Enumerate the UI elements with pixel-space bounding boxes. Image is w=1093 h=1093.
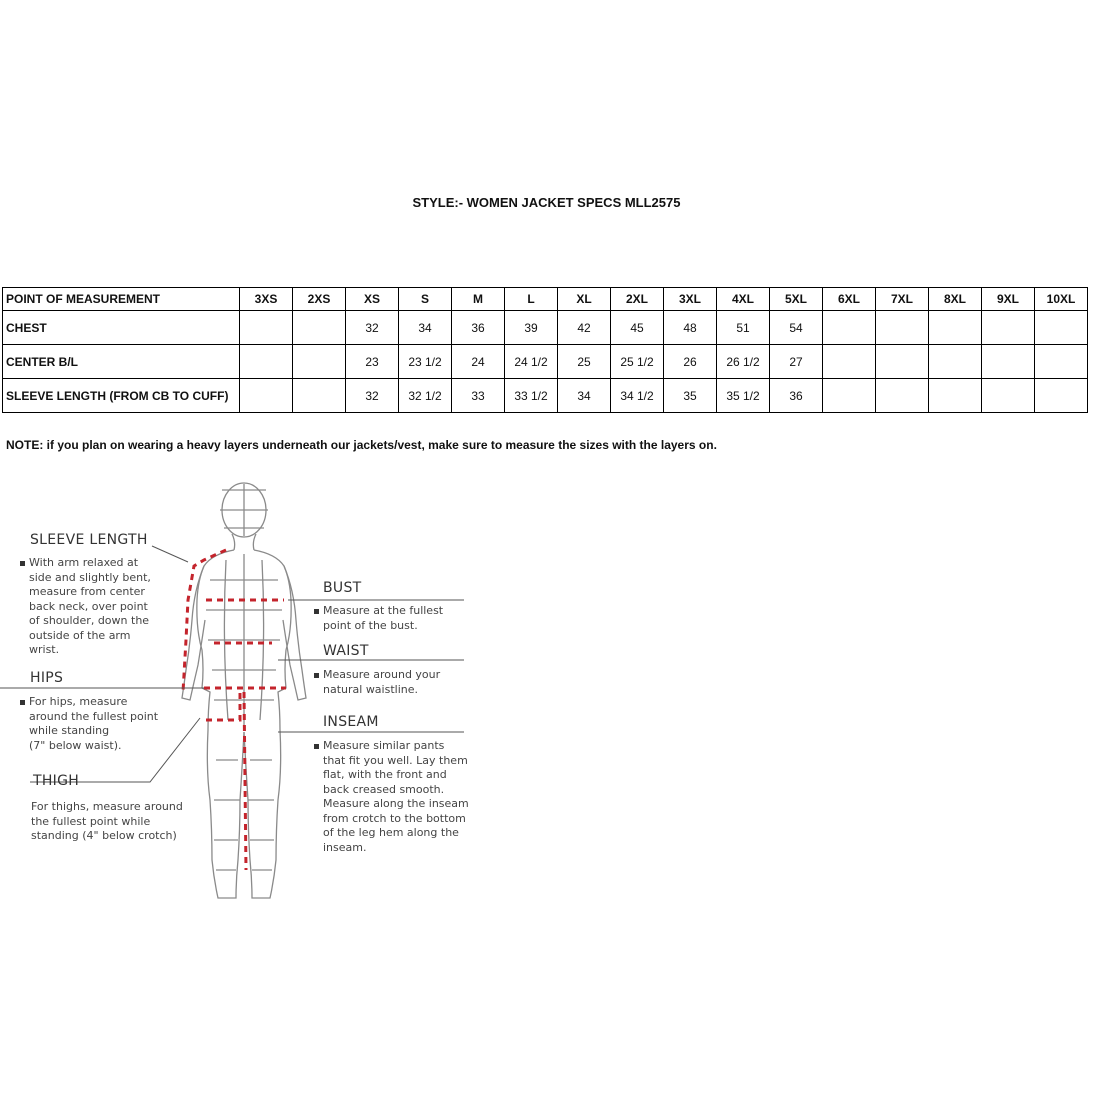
table-cell: 24 1/2	[505, 345, 558, 379]
sleeve-line-3: measure from center	[29, 585, 145, 598]
inseam-text	[314, 739, 484, 855]
table-header-row	[3, 288, 1088, 311]
table-cell: 32	[346, 379, 399, 413]
table-cell	[823, 345, 876, 379]
waist-line-2: natural waistline.	[323, 682, 418, 696]
size-header-cell: 3XS	[240, 288, 293, 311]
size-header-cell: S	[399, 288, 452, 311]
hips-line-2: around the fullest point	[29, 709, 159, 723]
waist-line-1: Measure around your	[323, 668, 441, 681]
size-spec-table	[2, 287, 1088, 413]
thigh-line-2: the fullest point while	[31, 814, 151, 828]
measurement-label: SLEEVE LENGTH (FROM CB TO CUFF)	[3, 379, 240, 413]
hips-title: HIPS	[30, 670, 64, 686]
sleeve-line-6: outside of the arm	[29, 628, 131, 642]
table-cell	[1035, 345, 1088, 379]
size-header-cell: 3XL	[664, 288, 717, 311]
inseam-line-1: Measure similar pants	[323, 739, 445, 752]
table-cell	[240, 345, 293, 379]
table-cell	[982, 311, 1035, 345]
thigh-text	[31, 800, 191, 844]
inseam-line-3: flat, with the front and	[323, 768, 447, 781]
sleeve-line-7: wrist.	[29, 643, 60, 656]
table-cell: 51	[717, 311, 770, 345]
bullet-icon	[314, 673, 319, 678]
sleeve-line-4: back neck, over point	[29, 599, 148, 613]
hips-line-4: (7" below waist).	[29, 738, 122, 752]
table-cell	[1035, 379, 1088, 413]
inseam-line-6: from crotch to the bottom	[323, 811, 466, 825]
table-cell: 34	[558, 379, 611, 413]
table-cell: 25	[558, 345, 611, 379]
table-cell	[293, 311, 346, 345]
thigh-title: THIGH	[33, 773, 80, 789]
table-cell	[929, 379, 982, 413]
table-cell	[823, 311, 876, 345]
header-point-of-measurement: POINT OF MEASUREMENT	[3, 288, 240, 311]
inseam-line-8: inseam.	[323, 840, 367, 854]
size-header-cell: 8XL	[929, 288, 982, 311]
table-cell: 34 1/2	[611, 379, 664, 413]
size-header-cell: L	[505, 288, 558, 311]
table-cell: 25 1/2	[611, 345, 664, 379]
table-cell: 23	[346, 345, 399, 379]
bust-title: BUST	[323, 580, 362, 596]
table-cell: 26 1/2	[717, 345, 770, 379]
table-cell	[929, 311, 982, 345]
size-header-cell: 4XL	[717, 288, 770, 311]
bullet-icon	[314, 744, 319, 749]
bullet-icon	[20, 700, 25, 705]
table-cell	[240, 379, 293, 413]
inseam-line-5: Measure along the inseam	[323, 797, 469, 810]
sleeve-line-1: With arm relaxed at	[29, 556, 139, 569]
bust-line-1: Measure at the fullest	[323, 604, 444, 617]
size-header-cell: 7XL	[876, 288, 929, 311]
waist-text	[314, 668, 474, 697]
bullet-icon	[20, 561, 25, 566]
table-cell	[293, 379, 346, 413]
table-cell: 27	[770, 345, 823, 379]
measurement-diagram	[0, 470, 520, 910]
waist-title: WAIST	[323, 643, 369, 659]
size-header-cell: 9XL	[982, 288, 1035, 311]
table-cell	[876, 379, 929, 413]
size-header-cell: 2XL	[611, 288, 664, 311]
table-cell	[293, 345, 346, 379]
size-header-cell: 10XL	[1035, 288, 1088, 311]
hips-line-3: while standing	[29, 724, 110, 737]
bust-line-2: point of the bust.	[323, 618, 418, 632]
inseam-line-2: that fit you well. Lay them	[323, 753, 468, 767]
table-cell: 23 1/2	[399, 345, 452, 379]
layers-note: NOTE: if you plan on wearing a heavy layers underneath our jackets/vest, make sure to measure the sizes with the layers on.	[6, 438, 717, 452]
table-cell: 48	[664, 311, 717, 345]
size-header-cell: XL	[558, 288, 611, 311]
table-cell	[876, 311, 929, 345]
size-header-cell: XS	[346, 288, 399, 311]
table-cell: 54	[770, 311, 823, 345]
table-row	[3, 379, 1088, 413]
table-cell: 35 1/2	[717, 379, 770, 413]
table-cell: 24	[452, 345, 505, 379]
size-header-cell: 6XL	[823, 288, 876, 311]
table-cell: 35	[664, 379, 717, 413]
thigh-line-3: standing (4" below crotch)	[31, 829, 177, 842]
table-cell	[240, 311, 293, 345]
bullet-icon	[314, 609, 319, 614]
inseam-title: INSEAM	[323, 714, 379, 730]
table-cell	[876, 345, 929, 379]
table-cell	[823, 379, 876, 413]
hips-line-1: For hips, measure	[29, 695, 128, 708]
table-row	[3, 345, 1088, 379]
table-cell: 45	[611, 311, 664, 345]
sleeve-length-title: SLEEVE LENGTH	[30, 532, 148, 548]
table-cell: 32	[346, 311, 399, 345]
table-cell: 32 1/2	[399, 379, 452, 413]
sleeve-line-2: side and slightly bent,	[29, 570, 151, 584]
inseam-measure-line	[244, 692, 246, 870]
table-cell	[982, 345, 1035, 379]
inseam-line-7: of the leg hem along the	[323, 826, 459, 839]
table-cell	[929, 345, 982, 379]
measurement-label: CHEST	[3, 311, 240, 345]
table-cell: 39	[505, 311, 558, 345]
thigh-measure-line	[206, 692, 240, 720]
sleeve-length-text	[20, 556, 170, 658]
inseam-line-4: back creased smooth.	[323, 782, 445, 796]
size-header-cell: 5XL	[770, 288, 823, 311]
table-cell	[1035, 311, 1088, 345]
table-cell: 33 1/2	[505, 379, 558, 413]
table-cell: 36	[770, 379, 823, 413]
table-cell: 36	[452, 311, 505, 345]
size-header-cell: 2XS	[293, 288, 346, 311]
table-cell: 26	[664, 345, 717, 379]
table-cell: 34	[399, 311, 452, 345]
table-cell: 42	[558, 311, 611, 345]
table-cell: 33	[452, 379, 505, 413]
table-cell	[982, 379, 1035, 413]
sleeve-line-5: of shoulder, down the	[29, 614, 150, 627]
size-header-cell: M	[452, 288, 505, 311]
bust-text	[314, 604, 474, 633]
style-title: STYLE:- WOMEN JACKET SPECS MLL2575	[412, 195, 681, 210]
thigh-line-1: For thighs, measure around	[31, 800, 183, 813]
hips-text	[20, 695, 180, 753]
table-row	[3, 311, 1088, 345]
measurement-label: CENTER B/L	[3, 345, 240, 379]
